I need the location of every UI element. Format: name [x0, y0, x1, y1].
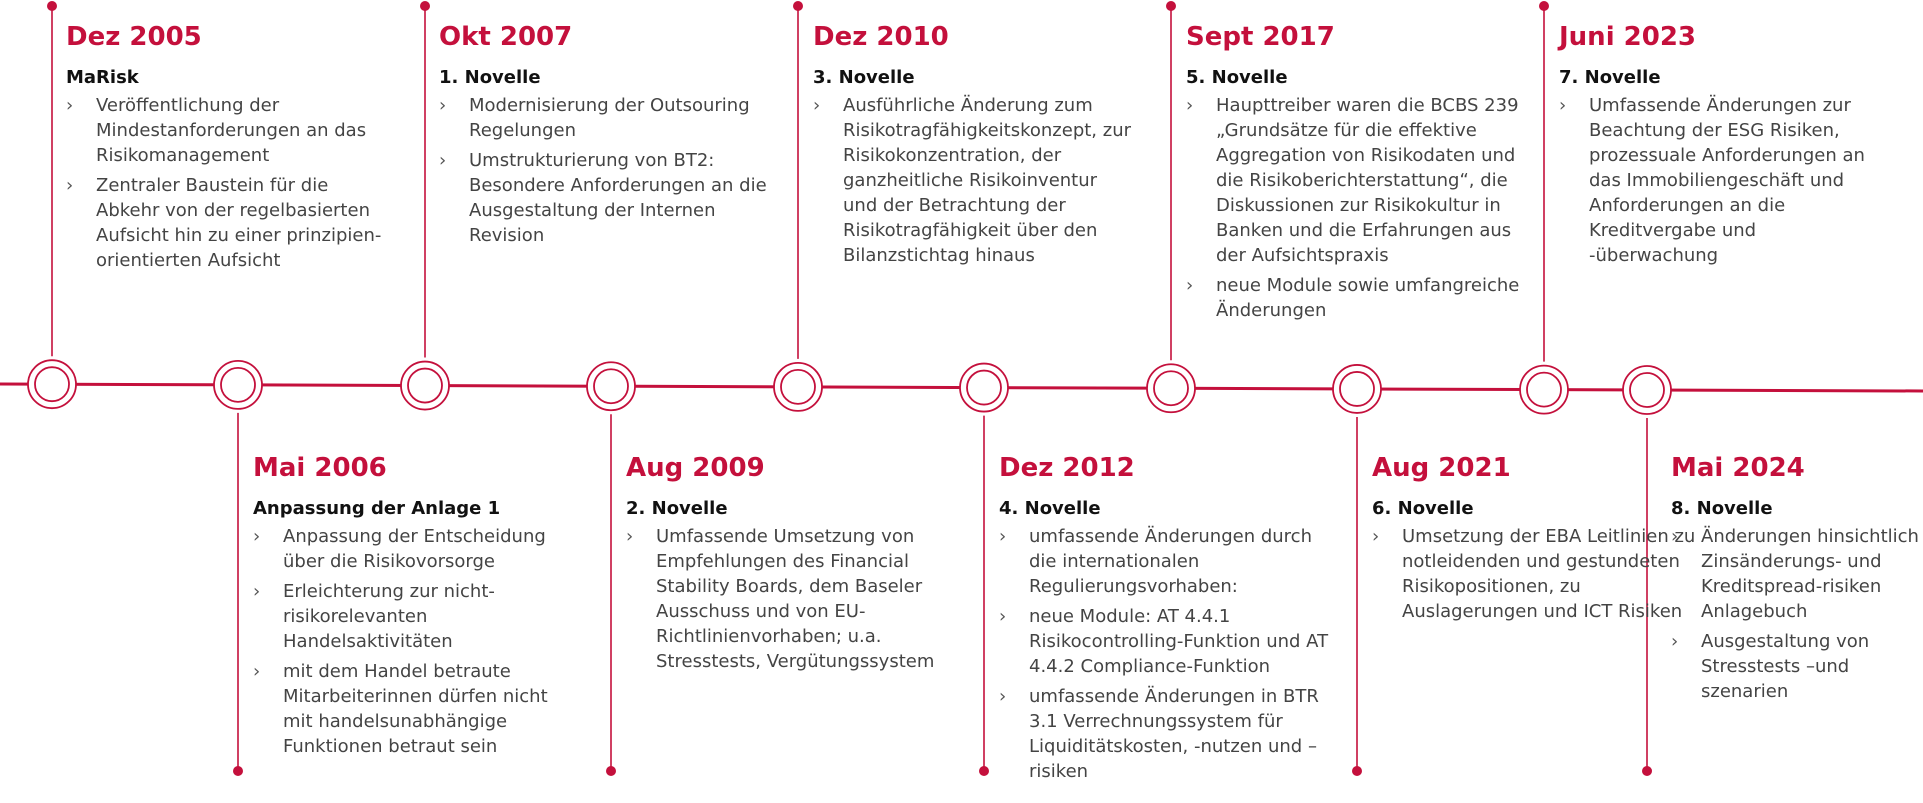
connector-dot [47, 1, 57, 11]
event-title: 7. Novelle [1559, 67, 1661, 88]
event-title: 3. Novelle [813, 67, 915, 88]
event-bullet: › umfassende Änderungen in BTR 3.1 Verrechnungssystem für Liquiditätskosten, -nutzen und –risiken [999, 684, 1339, 784]
event-date: Mai 2006 [253, 453, 387, 483]
connector-dot [233, 766, 243, 776]
event-bullet: › umfassende Änderungen durch die internationalen Regulierungsvorhaben: [999, 524, 1339, 599]
timeline-marker-inner [1154, 371, 1188, 405]
event-title: MaRisk [66, 67, 139, 88]
event-title: 4. Novelle [999, 498, 1101, 519]
timeline-event [66, 22, 386, 278]
event-title: 2. Novelle [626, 498, 728, 519]
event-bullet: › Änderungen hinsichtlich Zinsänderungs- und Kreditspread-risiken Anlagebuch [1671, 524, 1921, 624]
event-date: Sept 2017 [1186, 22, 1335, 52]
timeline-marker-inner [967, 371, 1001, 405]
timeline-event [999, 453, 1339, 789]
timeline-event [813, 22, 1133, 273]
event-bullet: › Modernisierung der Outsouring Regelungen [439, 93, 769, 143]
event-bullet: › Umfassende Änderungen zur Beachtung der ESG Risiken, prozessuale Anforderungen an das Immobiliengeschäft und Anforderungen an die Kreditvergabe und -überwachung [1559, 93, 1879, 268]
connector-dot [793, 1, 803, 11]
timeline-event [1559, 22, 1879, 273]
connector-dot [420, 1, 430, 11]
connector-dot [606, 766, 616, 776]
connector-dot [1539, 1, 1549, 11]
event-bullet: › Erleichterung zur nicht-risikorelevanten Handelsaktivitäten [253, 579, 573, 654]
event-bullet: › neue Module: AT 4.4.1 Risikocontrolling-Funktion und AT 4.4.2 Compliance-Funktion [999, 604, 1339, 679]
event-bullet: › Ausgestaltung von Stresstests –und szenarien [1671, 629, 1921, 704]
event-date: Juni 2023 [1559, 22, 1697, 52]
event-bullet-list [1559, 93, 1879, 268]
timeline-marker-inner [1527, 373, 1561, 407]
timeline-event [439, 22, 769, 253]
timeline-marker-inner [1630, 373, 1664, 407]
timeline-marker-inner [781, 370, 815, 404]
timeline-marker-inner [221, 368, 255, 402]
event-bullet: › Umsetzung der EBA Leitlinien zu notleidenden und gestundeten Risikopositionen, zu Auslagerungen und ICT Risiken [1372, 524, 1702, 624]
event-date: Mai 2024 [1671, 453, 1805, 483]
connector-dot [1166, 1, 1176, 11]
event-bullet: › Haupttreiber waren die BCBS 239 „Grundsätze für die effektive Aggregation von Risikodaten und die Risikoberichterstattung“, die Diskussionen zur Risikokultur in Banken und die Erfahrungen aus der Aufsichtspraxis [1186, 93, 1521, 268]
event-bullet: › Veröffentlichung der Mindestanforderungen an das Risikomanagement [66, 93, 386, 168]
connector-dot [1352, 766, 1362, 776]
event-bullet-list [626, 524, 966, 674]
event-date: Aug 2021 [1372, 453, 1511, 483]
timeline-event [1186, 22, 1521, 328]
event-date: Dez 2010 [813, 22, 949, 52]
event-title: 5. Novelle [1186, 67, 1288, 88]
event-bullet: › neue Module sowie umfangreiche Änderungen [1186, 273, 1521, 323]
event-title: 1. Novelle [439, 67, 541, 88]
event-date: Dez 2005 [66, 22, 202, 52]
event-bullet-list [999, 524, 1339, 784]
timeline-event [626, 453, 966, 679]
event-title: Anpassung der Anlage 1 [253, 498, 501, 519]
connector-dot [1642, 766, 1652, 776]
timeline-marker-inner [408, 369, 442, 403]
event-bullet: › Anpassung der Entscheidung über die Risikovorsorge [253, 524, 573, 574]
event-bullet-list [253, 524, 573, 759]
connector-dot [979, 766, 989, 776]
event-bullet-list [1186, 93, 1521, 323]
event-bullet: › Ausführliche Änderung zum Risikotragfähigkeitskonzept, zur Risikokonzentration, der ganzheitliche Risikoinventur und der Betrachtung der Risikotragfähigkeit über den Bilanzstichtag hinaus [813, 93, 1133, 268]
event-title: 6. Novelle [1372, 498, 1474, 519]
timeline-marker-inner [35, 367, 69, 401]
event-bullet-list [439, 93, 769, 248]
timeline-event [253, 453, 573, 764]
event-date: Aug 2009 [626, 453, 765, 483]
timeline-marker-inner [594, 369, 628, 403]
event-bullet-list [1671, 524, 1921, 704]
event-bullet: › Zentraler Baustein für die Abkehr von der regelbasierten Aufsicht hin zu einer prinzipien-orientierten Aufsicht [66, 173, 386, 273]
event-bullet: › Umfassende Umsetzung von Empfehlungen des Financial Stability Boards, dem Baseler Ausschuss und von EU-Richtlinienvorhaben; u.a. Stresstests, Vergütungssystem [626, 524, 966, 674]
event-bullet-list [813, 93, 1133, 268]
event-bullet: › mit dem Handel betraute Mitarbeiterinnen dürfen nicht mit handelsunabhängige Funktionen betraut sein [253, 659, 573, 759]
event-title: 8. Novelle [1671, 498, 1773, 519]
event-bullet: › Umstrukturierung von BT2: Besondere Anforderungen an die Ausgestaltung der Internen Revision [439, 148, 769, 248]
event-date: Dez 2012 [999, 453, 1135, 483]
event-date: Okt 2007 [439, 22, 573, 52]
event-bullet-list [66, 93, 386, 273]
timeline-event [1671, 453, 1921, 709]
timeline-marker-inner [1340, 372, 1374, 406]
timeline-event [1372, 453, 1702, 629]
event-bullet-list [1372, 524, 1702, 624]
